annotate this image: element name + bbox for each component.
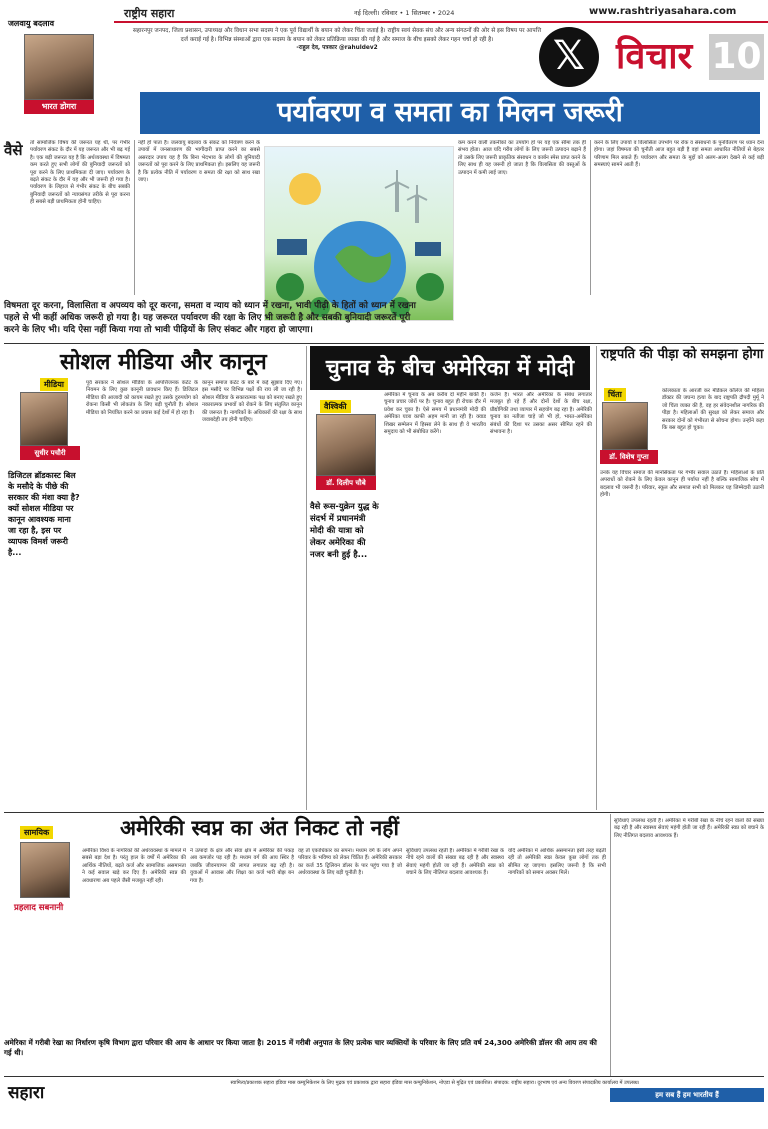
american-article-col3: वह तो एकाधिकार का सपना। मध्यम वर्ग के लोग अपने परिवार के भविष्य को लेकर चिंतित हैं। अमेरिकी सरकार का कर्ज 35 ट्रिलियन डॉलर के पार पहुंच गया है जो अर्थव्यवस्था के लिए बड़ी चुनौती है।	[298, 848, 402, 877]
american-article-col6: सुविधाएं उपलब्ध रहती हैं। अमेरिका में गरीबी रेखा के नीचे रहने वालों की संख्या बढ़ रही है और स्वास्थ्य सेवाएं महंगी होती जा रही हैं। अमेरिकी स्वप्न को बचाने के लिए नीतिगत बदलाव आवश्यक हैं।	[614, 818, 764, 839]
social-side-quote: डिजिटल ब्रॉडकास्ट बिल के मसौदे के पीछे की सरकार की मंशा क्या है? क्यों सोशल मीडिया पर कानून आवश्यक माना जा रहा है, इस पर व्यापक विमर्श जरूरी है...	[8, 471, 80, 557]
top-quote-signature: -राहुल देव, पत्रकार @rahuldev2	[296, 45, 378, 52]
col-divider	[134, 140, 135, 295]
top-columnist-name: भारत डोगरा	[24, 100, 94, 114]
social-author-photo	[20, 392, 68, 446]
footer-imprint: स्वामित्व/प्रकाशक सहारा इंडिया मास कम्युनिकेशन के लिए मुद्रक एवं प्रकाशक द्वारा सहारा इंडिया मास कम्युनिकेशन, नोएडा से मुद्रित एवं प्रकाशित। संपादक: राष्ट्रीय सहारा। दूरभाष एवं अन्य विवरण संपादकीय कार्यालय में उपलब्ध।	[230, 1080, 640, 1086]
section-divider	[4, 343, 764, 344]
earth-trees-illustration	[265, 147, 454, 321]
president-article-title: राष्ट्रपति की पीड़ा को समझना होगा	[600, 347, 764, 362]
environment-illustration	[264, 146, 454, 321]
main-article-col1: तो सामाजिक विषय की जरूरत यह थी, पर गंभीर पर्यावरण संकट के दौर में यह जरूरत और भी बढ़ गई है। एक बड़ी जरूरत यह है कि अर्थव्यवस्था में विषमता कम करते हुए सभी लोगों की बुनियादी जरूरतों को पूरा करने के लिए प्राथमिकता दी जाए। पर्यावरण के बढ़ते संकट के दौर में यह और भी जरूरी हो गया है। पर्यावरण के लिहाज से गंभीर संकट के बीच सबकी बुनियादी जरूरतों को न्यायसंगत तरीके से पूरा करना ही सबसे बड़ी प्राथमिकता होनी चाहिए।	[30, 140, 130, 206]
main-article-pull-quote: विषमता दूर करना, विलासिता व अपव्यय को दूर करना, समता व न्याय को ध्यान में रखना, भावी पीढ़ी के हितों को ध्यान में रखना पहले से भी कहीं अधिक जरूरी हो गया है। यह जरूरत पर्यावरण की रक्षा के लिए भी जरूरी है और सबकी बुनियादी जरूरतें पूरी करने के लिए भी। यदि ऐसा नहीं किया गया तो भावी पीढ़ियों के लिए संकट और गहरा हो जाएगा।	[4, 301, 416, 335]
president-article-col2: उनके यह विचार समाज की मानसिकता पर गंभीर सवाल उठाते हैं। महिलाओं के प्रति अपराधों को रोकने के लिए केवल कानून ही पर्याप्त नहीं है बल्कि सामाजिक सोच में बदलाव भी जरूरी है। परिवार, स्कूल और समाज सभी को मिलकर यह जिम्मेदारी उठानी होगी।	[600, 470, 764, 499]
col-divider	[610, 814, 611, 1076]
masthead-logo: राष्ट्रीय सहारा	[124, 7, 175, 20]
american-article-title: अमेरिकी स्वप्न का अंत निकट तो नहीं	[120, 815, 399, 840]
main-article-lead-word: वैसे	[4, 141, 23, 159]
american-author-photo	[20, 842, 70, 898]
col-divider	[590, 140, 591, 295]
american-article-col4: सुविधाएं उपलब्ध रहती हैं। अमेरिका में गरीबी रेखा के नीचे रहने वालों की संख्या बढ़ रही है और स्वास्थ्य सेवाएं महंगी होती जा रही हैं। अमेरिकी स्वप्न को बचाने के लिए नीतिगत बदलाव आवश्यक हैं।	[406, 848, 504, 877]
tagline-strip: हम सब हैं हम भारतीय हैं	[610, 1088, 764, 1102]
american-article-col5: यदि अमेरिका में आर्थिक असमानता इसी तरह बढ़ती रही तो अमेरिकी स्वप्न केवल कुछ लोगों तक ही सीमित रह जाएगा। इसलिए जरूरी है कि सभी नागरिकों को समान अवसर मिलें।	[508, 848, 606, 877]
top-strip	[4, 4, 764, 111]
main-article-col2: नहीं हो पाता है। जलवायु बदलाव के संकट को नियंत्रण करने के उपायों में जनसाधारण की भागीदारी प्राप्त करने का सबसे असरदार उपाय यह है कि बिना भेदभाव के लोगों की बुनियादी जरूरतों को पूरा करने के लिए प्राथमिकता हो। इसलिए यह जरूरी है कि प्रत्येक नीति में पर्यावरण व समता की रक्षा को साथ रखा जाए।	[138, 140, 260, 184]
us-side-quote: वैसे रूस-युक्रेन युद्ध के संदर्भ में प्रधानमंत्री मोदी की यात्रा को लेकर अमेरिका की नजर बनी हुई है...	[310, 501, 379, 559]
american-author-name: प्रहलाद सबनानी	[14, 903, 64, 913]
x-logo-icon: 𝕏	[539, 27, 599, 87]
top-columnist-tag: जलवायु बदलाव	[8, 19, 55, 28]
president-category-tag: चिंता	[604, 388, 626, 401]
website-url[interactable]: www.rashtriyasahara.com	[589, 6, 737, 17]
us-article-col1: अमेरिका में चुनाव के अब करीब दो महीने बाकी हैं। चुनाव प्रचार जोरों पर है। चुनाव बहुत ही रोचक दौर में प्रवेश कर चुका है। ऐसे समय में प्रधानमंत्री मोदी की अमेरिका यात्रा काफी अहम मानी जा रही है। क्वाड शिखर सम्मेलन में हिस्सा लेने के साथ ही वे भारतीय समुदाय को भी संबोधित करेंगे।	[384, 392, 486, 436]
president-author-photo	[602, 402, 648, 450]
header-red-bar	[114, 21, 768, 23]
main-article-col3: कम करने वाली तकनीकों का उपयोग हो पर यह एक सीमा तक ही संभव होता। आज यदि गरीब लोगों के लिए जरूरी उत्पादन बढ़ाने हैं तो उसके लिए जरूरी प्राकृतिक संसाधन व कार्बन स्पेस प्राप्त करने के लिए साथ ही यह जरूरी हो जाता है कि विलासिता की वस्तुओं के उत्पादन में कमी लाई जाए।	[458, 140, 586, 176]
social-category-tag: मीडिया	[40, 378, 68, 391]
social-article-col2: कानून समाज कंटेंट के बारे में कई सुझाव दिए गए। इस मसौदे पर विभिन्न पक्षों की राय ली जा रही है। सोशल मीडिया के सकारात्मक पक्ष को बनाए रखते हुए नकारात्मक प्रभावों को रोकने के लिए संतुलित कानून की जरूरत है। नागरिकों के अधिकारों की रक्षा के साथ जवाबदेही तय होनी चाहिए।	[202, 380, 302, 424]
issue-date: नई दिल्ली। रविवार • 1 सितम्बर • 2024	[354, 9, 455, 17]
president-author-name: डॉ. विशेष गुप्ता	[600, 450, 658, 464]
section-divider	[4, 812, 764, 813]
footer-logo: सहारा	[8, 1083, 45, 1103]
american-article-col1: अमेरिका विश्व के नागरिकों की अर्थव्यवस्था के मामले में सबसे बड़ा देश है। परंतु हाल के वर्षों में अमेरिका की आर्थिक नीतियों, बढ़ते कर्ज और सामाजिक असमानता ने कई सवाल खड़े कर दिए हैं। अमेरिकी स्वप्न की अवधारणा अब पहले जैसी मजबूत नहीं रही।	[82, 848, 186, 884]
president-article-col1: कोलकाता के आरजी कर मेडिकल कॉलेज की महिला डॉक्टर की जघन्य हत्या के बाद राष्ट्रपति द्रौपदी मुर्मू ने जो चिंता व्यक्त की है, वह हर संवेदनशील नागरिक की पीड़ा है। महिलाओं की सुरक्षा को लेकर समाज और सरकार दोनों को गंभीरता से सोचना होगा। उन्होंने कहा कि बस बहुत हो चुका।	[662, 388, 764, 432]
bottom-highlight-text: अमेरिका में गरीबी रेखा का निर्धारण कृषि विभाग द्वारा परिवार की आय के आधार पर किया जाता है। 2015 में गरीबी अनुपात के लिए प्रत्येक चार व्यक्तियों के परिवार के लिए प्रति वर्ष 24,300 अमेरिकी डॉलर की आय तय की गई थी।	[4, 1038, 597, 1057]
top-quote	[132, 27, 542, 87]
us-article-col2: कर्जन हैं। भारत और अमेरिका के संबंध लगातार मजबूत हो रहे हैं और दोनों देशों के बीच रक्षा, प्रौद्योगिकी तथा व्यापार में सहयोग बढ़ रहा है। अमेरिकी चुनाव का नतीजा चाहे जो भी हो, भारत-अमेरिका संबंधों की दिशा पर उसका असर सीमित रहने की संभावना है।	[490, 392, 592, 436]
top-columnist-photo	[24, 34, 94, 100]
main-article-title: पर्यावरण व समता का मिलन जरूरी	[140, 92, 760, 134]
social-article-col1: पूर्व सरकार ने सोशल मीडिया के आपत्तिजनक कंटेंट के नियमन के लिए कुछ कानूनी प्रावधान किए हैं। डिजिटल मीडिया की आजादी को कायम रखते हुए उसके दुरुपयोग को रोकना किसी भी लोकतंत्र के लिए बड़ी चुनौती है। सोशल मीडिया को नियंत्रित करने का प्रयास कई देशों में हो रहा है।	[86, 380, 198, 416]
top-quote-text: सहारनपुर जनपद, जिला प्रशासन, उपाध्यक्ष और विधान सभा सदस्य ने एक पूर्व विद्यार्थी के बयान को लेकर चिंता जताई है। राष्ट्रीय स्वयं सेवक संघ और अन्य संगठनों की ओर से इस विषय पर आपत्ति दर्ज कराई गई है। विभिन्न संस्थाओं द्वारा एक सदस्य के बयान को लेकर प्रतिक्रिया व्यक्त की गई है और समाज के बीच इसको लेकर गहन चर्चा हो रही है।	[132, 28, 542, 43]
american-category-tag: सामयिक	[20, 826, 53, 839]
american-article-col2: ने उत्पादों के क्षेत्र और सेवा क्षेत्र में अमेरिका की पकड़ अब कमजोर पड़ रही है। मध्यम वर्ग की आय स्थिर है जबकि जीवनयापन की लागत लगातार बढ़ रही है। युवाओं में आवास और शिक्षा का कर्ज भारी बोझ बन गया है।	[190, 848, 294, 884]
social-author-name: सुधीर पचौरी	[20, 446, 80, 460]
main-article-col4: करने के लिए उपायों व विलासिता उपभोग पर रोक व संसाधनों के पुनर्वितरण पर ध्यान देना होगा। जहां विषमता की चुनौती आज बहुत बड़ी है वहां समता आधारित नीतियों से बेहतर परिणाम मिल सकते हैं। पर्यावरण और समता के मुद्दों को अलग-अलग देखने से कई बड़ी समस्याएं सामने आती हैं।	[594, 140, 764, 169]
us-author-photo	[316, 414, 376, 476]
section-title: विचार	[616, 35, 693, 77]
col-divider	[596, 346, 597, 810]
footer-rule	[4, 1076, 764, 1077]
social-article-title: सोशल मीडिया और कानून	[60, 349, 267, 375]
page-number: 10	[709, 34, 764, 80]
us-category-tag: वैश्विकी	[320, 400, 351, 413]
us-author-name: डॉ. दिलीप चौबे	[316, 476, 376, 490]
sun-icon	[289, 173, 321, 205]
col-divider	[306, 346, 307, 810]
us-article-title: चुनाव के बीच अमेरिका में मोदी	[310, 346, 590, 390]
